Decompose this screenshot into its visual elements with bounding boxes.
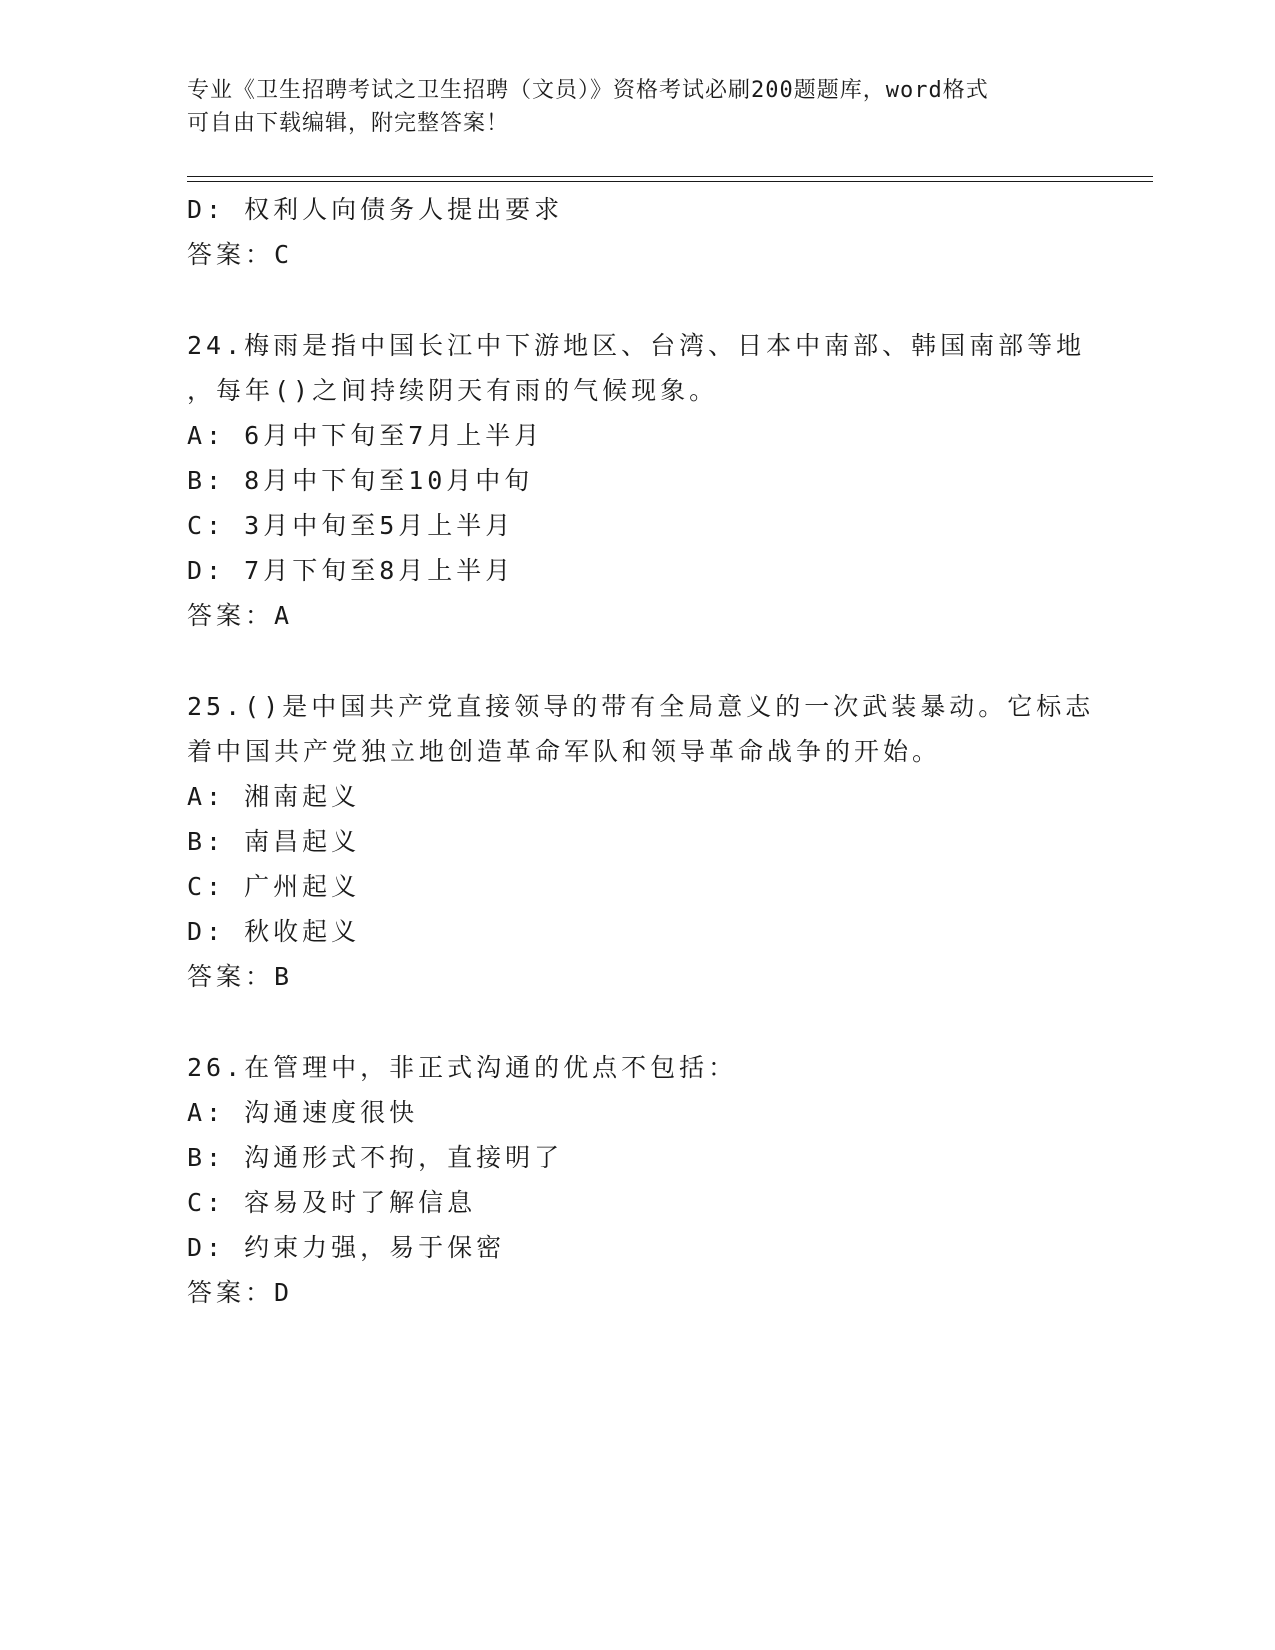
option-b: B: 沟通形式不拘，直接明了: [187, 1143, 564, 1172]
option-a: A: 湘南起义: [187, 782, 361, 811]
header-line-1: 专业《卫生招聘考试之卫生招聘（文员）》资格考试必刷200题题库，word格式: [187, 78, 989, 103]
question-26: [187, 1045, 1087, 1315]
question-24: [187, 323, 1087, 638]
question-list: [187, 187, 1095, 1315]
prev-option-d: D: 权利人向债务人提出要求: [187, 195, 564, 224]
question-text-cont: 着中国共产党独立地创造革命军队和领导革命战争的开始。: [187, 737, 942, 766]
option-d: D: 约束力强，易于保密: [187, 1233, 506, 1262]
page-header: [187, 74, 1087, 140]
question-text-cont: ，每年()之间持续阴天有雨的气候现象。: [187, 376, 719, 405]
option-c: C: 广州起义: [187, 872, 361, 901]
question-text: 25.()是中国共产党直接领导的带有全局意义的一次武装暴动。它标志: [187, 692, 1095, 721]
option-d: D: 秋收起义: [187, 917, 361, 946]
answer: 答案：D: [187, 1278, 294, 1307]
option-a: A: 沟通速度很快: [187, 1098, 419, 1127]
header-divider-top: [187, 176, 1153, 177]
option-c: C: 容易及时了解信息: [187, 1188, 477, 1217]
header-divider-bottom: [187, 181, 1153, 182]
header-line-2: 可自由下载编辑，附完整答案！: [187, 111, 510, 136]
answer: 答案：B: [187, 962, 294, 991]
option-a: A: 6月中下旬至7月上半月: [187, 421, 544, 450]
option-d: D: 7月下旬至8月上半月: [187, 556, 515, 585]
question-25: [187, 684, 1095, 999]
question-text: 24.梅雨是指中国长江中下游地区、台湾、日本中南部、韩国南部等地: [187, 331, 1086, 360]
prev-answer: 答案：C: [187, 240, 294, 269]
answer: 答案：A: [187, 601, 294, 630]
option-b: B: 8月中下旬至10月中旬: [187, 466, 534, 495]
question-text: 26.在管理中，非正式沟通的优点不包括：: [187, 1053, 738, 1082]
option-c: C: 3月中旬至5月上半月: [187, 511, 515, 540]
option-b: B: 南昌起义: [187, 827, 361, 856]
